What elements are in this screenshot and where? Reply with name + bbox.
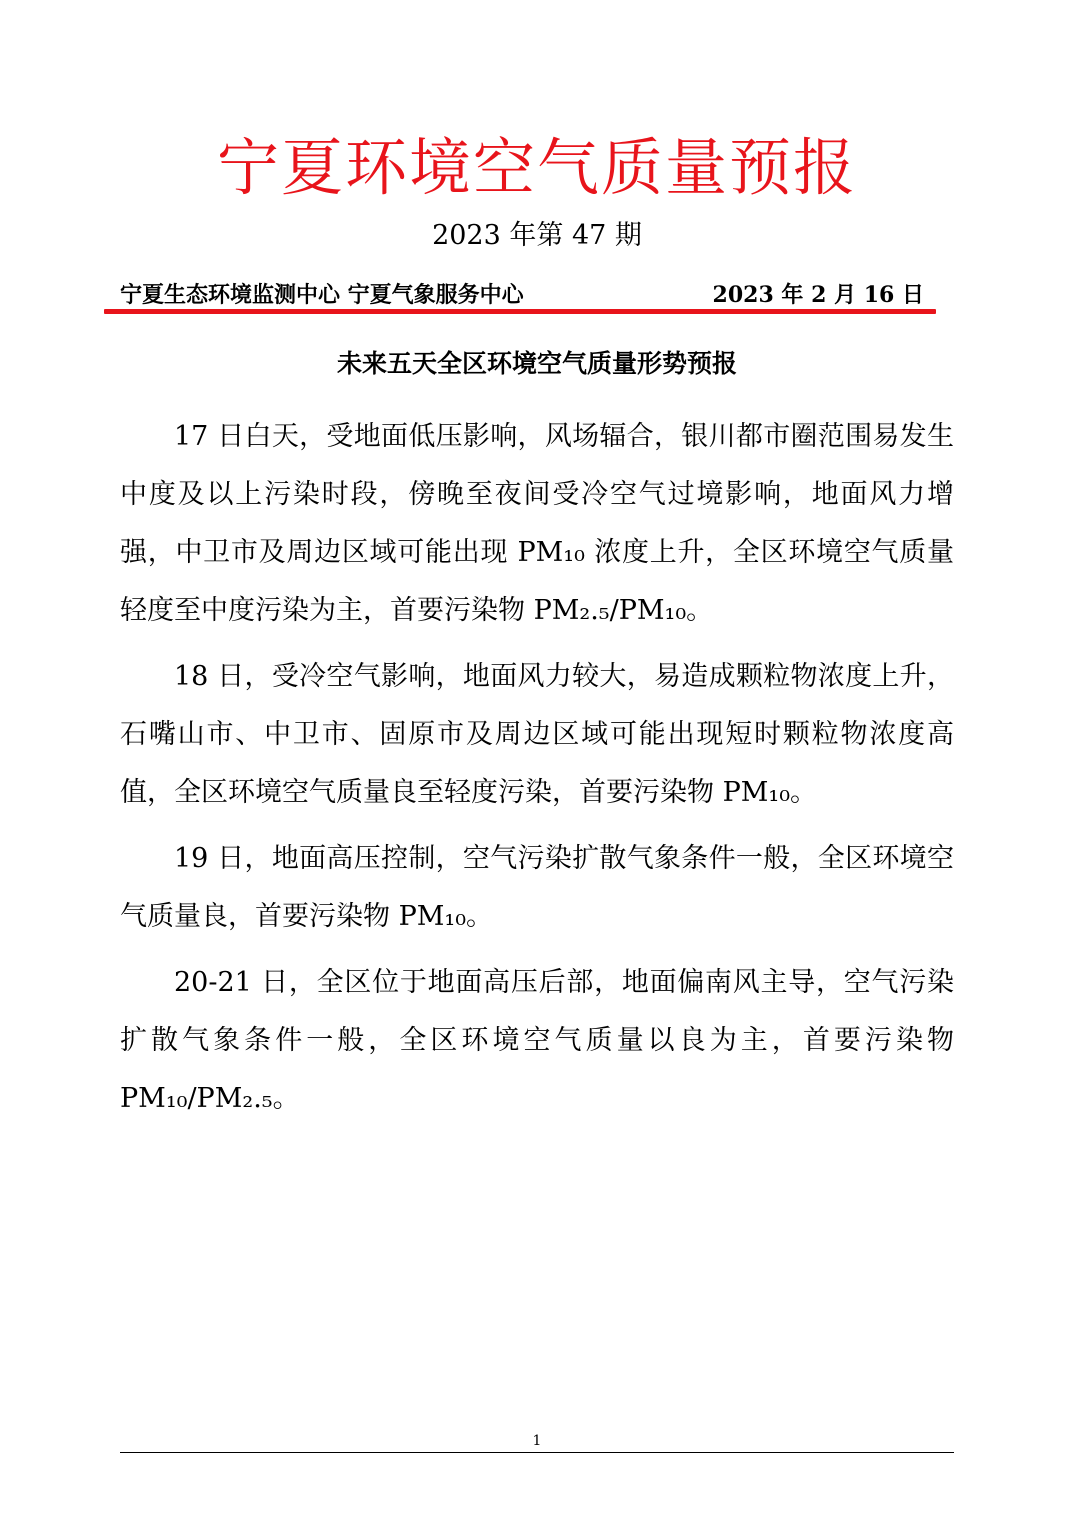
red-divider-line [104, 309, 936, 314]
forecast-paragraph-day18: 18 日，受冷空气影响，地面风力较大，易造成颗粒物浓度上升，石嘴山市、中卫市、固原市及周边区域可能出现短时颗粒物浓度高值，全区环境空气质量良至轻度污染，首要污染物 PM₁₀。 [120, 661, 954, 808]
publish-date: 2023 年 2 月 16 日 [712, 282, 924, 308]
publisher-organizations: 宁夏生态环境监测中心 宁夏气象服务中心 [120, 282, 524, 308]
forecast-paragraph-day20-21: 20-21 日，全区位于地面高压后部，地面偏南风主导，空气污染扩散气象条件一般，全区环境空气质量以良为主，首要污染物 PM₁₀/PM₂.₅。 [120, 967, 954, 1114]
issue-number: 2023 年第 47 期 [432, 220, 642, 251]
publisher-row [120, 278, 924, 312]
section-title: 未来五天全区环境空气质量形势预报 [336, 349, 737, 378]
page-number: 1 [532, 1433, 542, 1449]
forecast-paragraph-day19: 19 日，地面高压控制，空气污染扩散气象条件一般，全区环境空气质量良，首要污染物 PM₁₀。 [120, 843, 954, 932]
document-title: 宁夏环境空气质量预报 [216, 131, 857, 204]
forecast-body [120, 408, 954, 1136]
forecast-paragraph-day17: 17 日白天，受地面低压影响，风场辐合，银川都市圈范围易发生中度及以上污染时段，傍晚至夜间受冷空气过境影响，地面风力增强，中卫市及周边区域可能出现 PM₁₀ 浓度上升，全区环境空气质量轻度至中度污染为主，首要污染物 PM₂.₅/PM₁₀。 [120, 421, 954, 626]
footer-divider-line [120, 1452, 954, 1453]
